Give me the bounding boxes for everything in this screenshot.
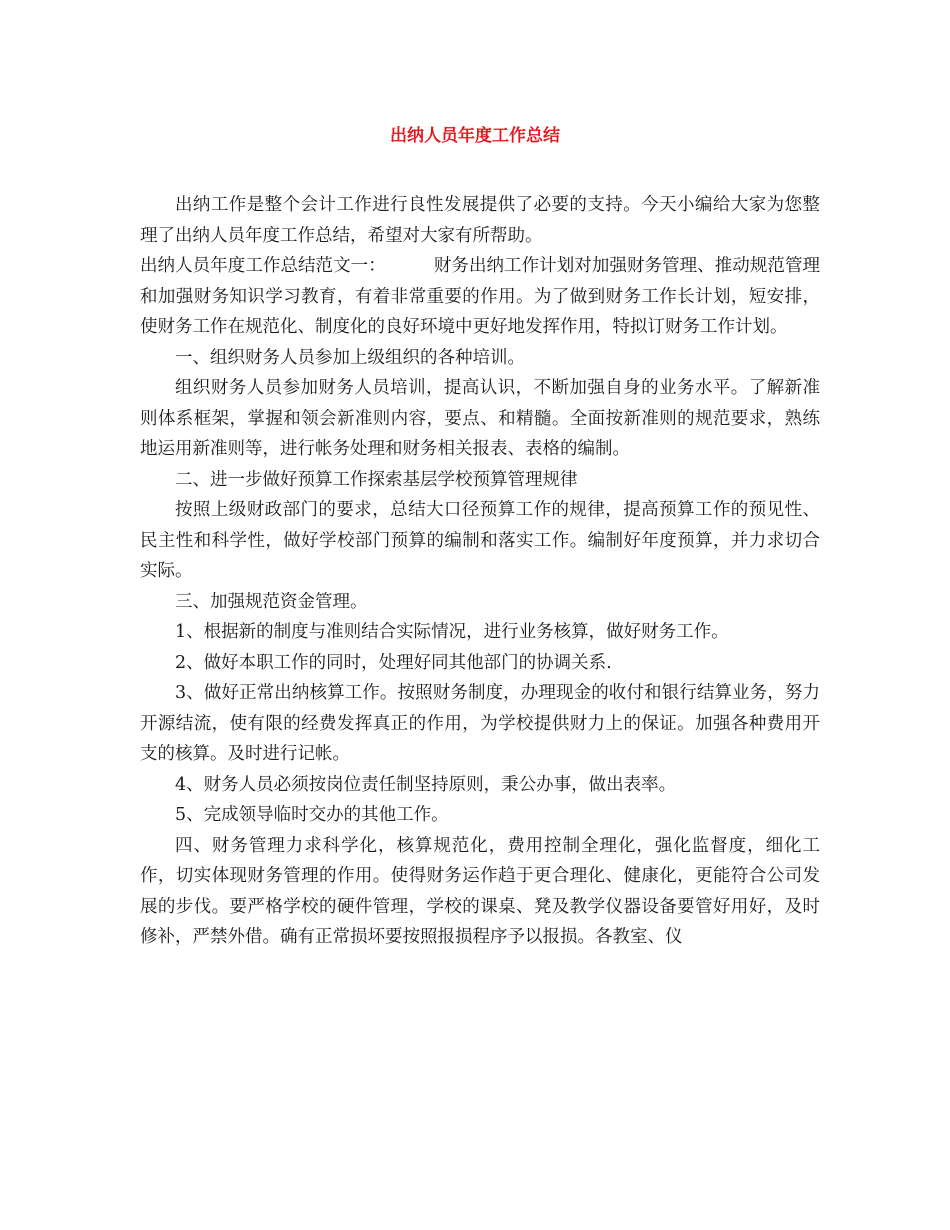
list-item: 1、根据新的制度与准则结合实际情况，进行业务核算，做好财务工作。 bbox=[175, 622, 729, 642]
intro-paragraph: 出纳工作是整个会计工作进行良性发展提供了必要的支持。今天小编给大家为您整理了出纳人员年度工作总结，希望对大家有所帮助。 bbox=[140, 195, 820, 246]
body-paragraph: 组织财务人员参加财务人员培训，提高认识，不断加强自身的业务水平。了解新准则体系框架，掌握和领会新准则内容，要点、和精髓。全面按新准则的规范要求，熟练地运用新准则等，进行帐务处理和财务相关报表、表格的编制。 bbox=[140, 378, 820, 459]
document-title: 出纳人员年度工作总结 bbox=[390, 126, 560, 146]
section-heading-4: 四、财务管理力求科学化，核算规范化，费用控制全理化，强化监督度，细化工作，切实体现财务管理的作用。使得财务运作趋于更合理化、健康化，更能符合公司发展的步伐。要严格学校的硬件管理，学校的课桌、凳及教学仪器设备要管好用好，及时修补，严禁外借。确有正常损坏要按照报损程序予以报损。各教室、仪 bbox=[140, 835, 820, 947]
sample-label: 出纳人员年度工作总结范文一： bbox=[140, 256, 386, 276]
list-item: 4、财务人员必须按岗位责任制坚持原则，秉公办事，做出表率。 bbox=[175, 774, 677, 795]
list-item: 5、完成领导临时交办的其他工作。 bbox=[175, 805, 449, 825]
section-heading-2: 二、进一步做好预算工作探索基层学校预算管理规律 bbox=[175, 469, 578, 490]
section-heading-3: 三、加强规范资金管理。 bbox=[175, 591, 368, 612]
list-item: 2、做好本职工作的同时，处理好同其他部门的协调关系. bbox=[175, 652, 612, 673]
body-paragraph: 按照上级财政部门的要求，总结大口径预算工作的规律，提高预算工作的预见性、民主性和科学性，做好学校部门预算的编制和落实工作。编制好年度预算，并力求切合实际。 bbox=[140, 500, 820, 581]
document-body bbox=[140, 190, 820, 953]
sample-paragraph bbox=[140, 251, 820, 343]
list-item: 3、做好正常出纳核算工作。按照财务制度，办理现金的收付和银行结算业务，努力开源结流，使有限的经费发挥真正的作用，为学校提供财力上的保证。加强各种费用开支的核算。及时进行记帐。 bbox=[140, 683, 820, 764]
section-heading-1: 一、组织财务人员参加上级组织的各种培训。 bbox=[175, 347, 525, 368]
sample-text: 财务出纳工作计划对加强财务管理、推动规范管理和加强财务知识学习教育，有着非常重要的作用。为了做到财务工作长计划，短安排，使财务工作在规范化、制度化的良好环境中更好地发挥作用，特拟订财务工作计划。 bbox=[140, 256, 821, 337]
